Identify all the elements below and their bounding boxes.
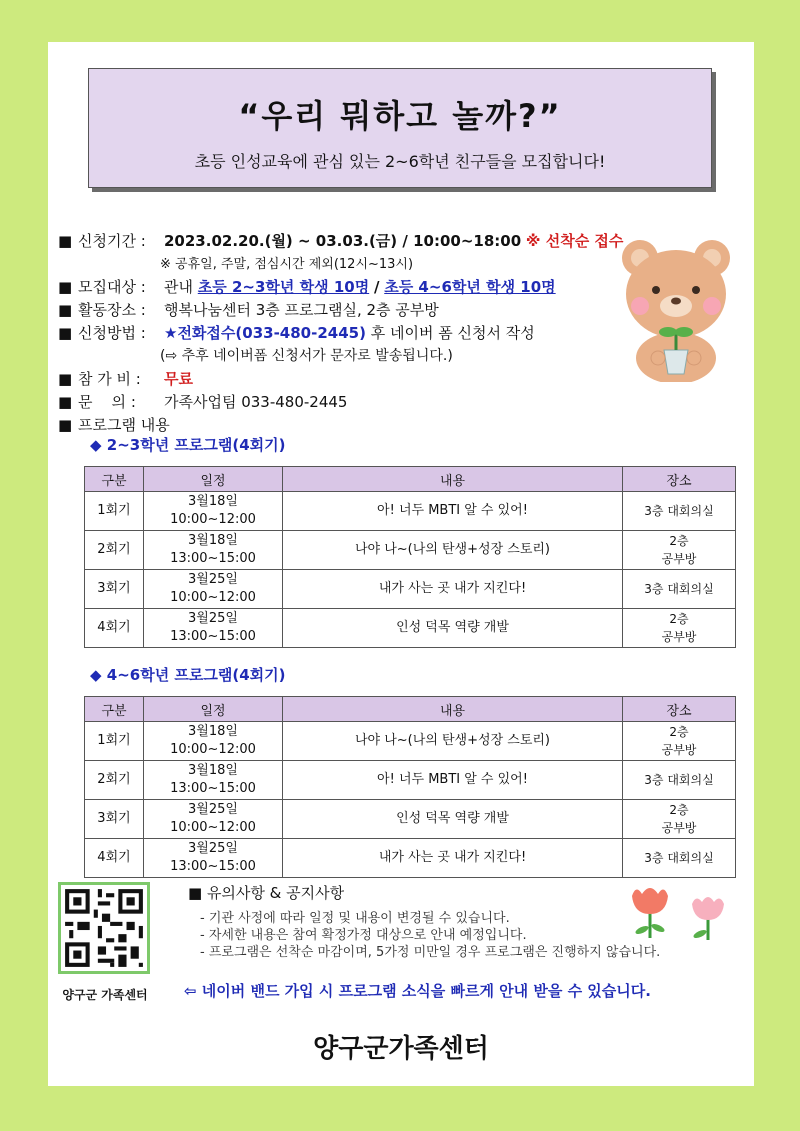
session-cell: 1회기	[85, 492, 144, 531]
info-program: ■ 프로그램 내용	[58, 416, 170, 434]
notice-item: - 프로그램은 선착순 마감이며, 5가정 미만일 경우 프로그램은 진행하지 않습니다.	[200, 945, 661, 960]
place-cell	[623, 761, 736, 800]
info-section	[58, 230, 623, 437]
schedule-date: 3월25일	[188, 802, 238, 817]
schedule-date: 3월25일	[188, 611, 238, 626]
band-notice: ⇦ 네이버 밴드 가입 시 프로그램 소식을 빠르게 안내 받을 수 있습니다.	[184, 982, 651, 1000]
table-row	[85, 492, 736, 531]
col-header: 구분	[85, 697, 144, 722]
period-sub: ※ 공휴일, 주말, 점심시간 제외(12시~13시)	[160, 257, 414, 272]
schedule-time: 13:00~15:00	[170, 629, 256, 644]
table-row	[85, 800, 736, 839]
table-row	[85, 570, 736, 609]
schedule-date: 3월25일	[188, 572, 238, 587]
place-cell	[623, 609, 736, 648]
table-row	[85, 531, 736, 570]
col-header: 내용	[283, 467, 623, 492]
schedule-cell	[144, 570, 283, 609]
footer-org-name: 양구군가족센터	[313, 1034, 489, 1064]
fee-value: 무료	[164, 370, 193, 388]
info-fee: ■ 참 가 비 : 무료	[58, 368, 623, 391]
table-row	[85, 839, 736, 878]
col-header: 장소	[623, 697, 736, 722]
program2-heading: ◆ 4~6학년 프로그램(4회기)	[90, 666, 286, 684]
place-line: 2층	[669, 725, 689, 739]
schedule-cell	[144, 531, 283, 570]
col-header: 내용	[283, 697, 623, 722]
title-box	[88, 68, 712, 188]
method-phone: ★전화접수(033-480-2445)	[164, 324, 366, 342]
info-period: ■ 신청기간 : 2023.02.20.(월) ~ 03.03.(금) / 10:00~18:00 ※ 선착순 접수	[58, 230, 623, 253]
schedule-date: 3월25일	[188, 841, 238, 856]
place-line: 2층	[669, 803, 689, 817]
period-note: ※ 선착순 접수	[525, 232, 624, 250]
session-cell: 1회기	[85, 722, 144, 761]
place-line: 공부방	[661, 552, 697, 566]
content-cell: 내가 사는 곳 내가 지킨다!	[283, 839, 623, 878]
schedule-date: 3월18일	[188, 533, 238, 548]
schedule-cell	[144, 839, 283, 878]
schedule-cell	[144, 609, 283, 648]
period-value: 2023.02.20.(월) ~ 03.03.(금) / 10:00~18:00	[164, 232, 522, 250]
notice-list	[200, 910, 660, 961]
schedule-time: 13:00~15:00	[170, 859, 256, 874]
schedule-time: 10:00~12:00	[170, 512, 256, 527]
table-row	[85, 609, 736, 648]
place-line: 3층 대회의실	[644, 582, 714, 596]
bear-illustration	[618, 232, 734, 382]
tulips-illustration	[618, 882, 738, 942]
info-place: ■ 활동장소 : 행복나눔센터 3층 프로그램실, 2층 공부방	[58, 301, 439, 319]
schedule-cell	[144, 492, 283, 531]
content-cell: 내가 사는 곳 내가 지킨다!	[283, 570, 623, 609]
info-method: ■ 신청방법 : ★전화접수(033-480-2445) 후 네이버 폼 신청서 작성	[58, 322, 623, 345]
table-row	[85, 722, 736, 761]
place-line: 공부방	[661, 743, 697, 757]
target-b: 초등 4~6학년 학생 10명	[384, 278, 556, 296]
flyer-title: “우리 뭐하고 놀까?”	[238, 97, 562, 135]
schedule-date: 3월18일	[188, 724, 238, 739]
info-target: ■ 모집대상 : 관내 초등 2~3학년 학생 10명 / 초등 4~6학년 학생 10명	[58, 276, 623, 299]
qr-code[interactable]	[58, 882, 150, 974]
col-header: 장소	[623, 467, 736, 492]
flyer-page	[48, 42, 754, 1086]
place-cell	[623, 722, 736, 761]
schedule-time: 10:00~12:00	[170, 590, 256, 605]
place-line: 3층 대회의실	[644, 773, 714, 787]
flyer-subtitle: 초등 인성교육에 관심 있는 2~6학년 친구들을 모집합니다!	[194, 152, 606, 171]
schedule-time: 10:00~12:00	[170, 820, 256, 835]
place-line: 공부방	[661, 821, 697, 835]
place-cell	[623, 570, 736, 609]
notice-title: ■ 유의사항 & 공지사항	[188, 884, 345, 902]
col-header: 일정	[144, 697, 283, 722]
session-cell: 4회기	[85, 609, 144, 648]
place-cell	[623, 531, 736, 570]
notice-item: - 기관 사정에 따라 일정 및 내용이 변경될 수 있습니다.	[200, 911, 510, 926]
program2-table	[84, 696, 736, 878]
qr-label: 양구군 가족센터	[62, 988, 148, 1002]
place-line: 3층 대회의실	[644, 504, 714, 518]
schedule-cell	[144, 800, 283, 839]
schedule-time: 10:00~12:00	[170, 742, 256, 757]
place-cell	[623, 800, 736, 839]
schedule-time: 13:00~15:00	[170, 551, 256, 566]
content-cell: 인성 덕목 역량 개발	[283, 800, 623, 839]
table-header-row	[85, 467, 736, 492]
content-cell: 아! 너두 MBTI 알 수 있어!	[283, 492, 623, 531]
target-a: 초등 2~3학년 학생 10명	[197, 278, 370, 296]
session-cell: 2회기	[85, 531, 144, 570]
place-cell	[623, 492, 736, 531]
notice-item: - 자세한 내용은 참여 확정가정 대상으로 안내 예정입니다.	[200, 928, 527, 943]
schedule-cell	[144, 761, 283, 800]
schedule-time: 13:00~15:00	[170, 781, 256, 796]
content-cell: 나야 나~(나의 탄생+성장 스토리)	[283, 531, 623, 570]
program1-heading: ◆ 2~3학년 프로그램(4회기)	[90, 436, 286, 454]
session-cell: 3회기	[85, 800, 144, 839]
program1-table	[84, 466, 736, 648]
session-cell: 3회기	[85, 570, 144, 609]
session-cell: 4회기	[85, 839, 144, 878]
place-line: 공부방	[661, 630, 697, 644]
place-line: 2층	[669, 534, 689, 548]
session-cell: 2회기	[85, 761, 144, 800]
schedule-date: 3월18일	[188, 763, 238, 778]
method-sub: (⇨ 추후 네이버폼 신청서가 문자로 발송됩니다.)	[160, 348, 453, 364]
content-cell: 인성 덕목 역량 개발	[283, 609, 623, 648]
place-line: 3층 대회의실	[644, 851, 714, 865]
place-line: 2층	[669, 612, 689, 626]
info-contact: ■ 문 의 : 가족사업팀 033-480-2445	[58, 393, 348, 411]
content-cell: 나야 나~(나의 탄생+성장 스토리)	[283, 722, 623, 761]
qr-code-icon	[61, 885, 147, 971]
col-header: 구분	[85, 467, 144, 492]
place-cell	[623, 839, 736, 878]
table-row	[85, 761, 736, 800]
schedule-date: 3월18일	[188, 494, 238, 509]
table-header-row	[85, 697, 736, 722]
schedule-cell	[144, 722, 283, 761]
col-header: 일정	[144, 467, 283, 492]
content-cell: 아! 너두 MBTI 알 수 있어!	[283, 761, 623, 800]
